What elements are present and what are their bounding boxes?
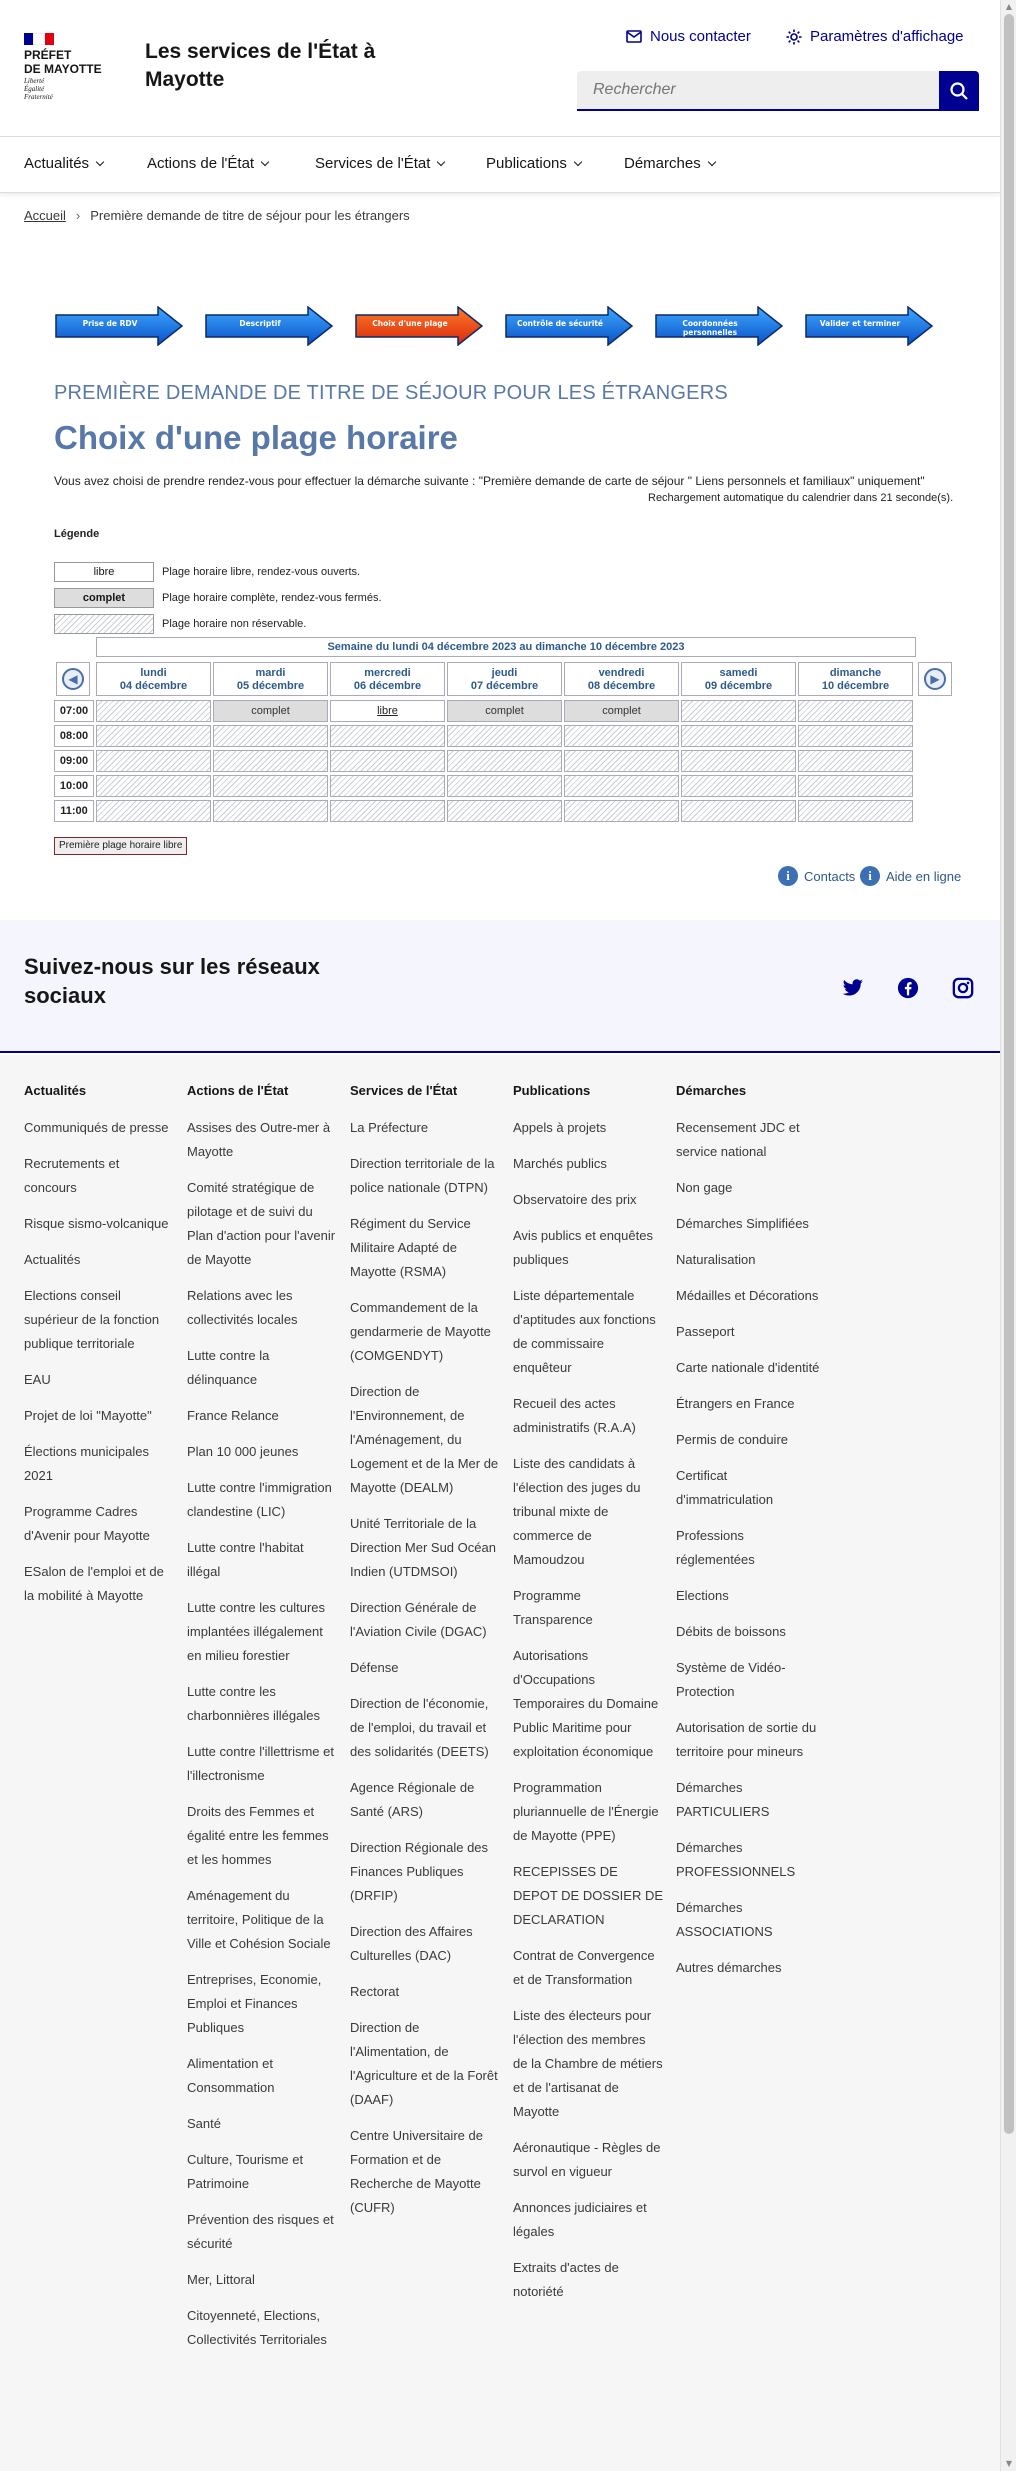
footer-link[interactable]: Communiqués de presse (24, 1120, 169, 1135)
slot-unavailable (798, 800, 913, 822)
slot-unavailable (96, 700, 211, 722)
nav-item-demarches[interactable] (624, 155, 715, 172)
footer-link[interactable]: Assises des Outre-mer à Mayotte (187, 1120, 331, 1159)
footer-link[interactable]: Direction de l'Environnement, de l'Aménagement, du Logement et de la Mer de Mayotte (DEALM) (350, 1384, 499, 1495)
nav-label: Actualités (24, 155, 90, 172)
footer-link[interactable]: Relations avec les collectivités locales (187, 1288, 298, 1327)
time-label: 07:00 (54, 700, 94, 722)
day-name: mercredi (364, 667, 411, 679)
social-section (0, 920, 1000, 1053)
slot-unavailable (564, 775, 679, 797)
legend-full-text: Plage horaire complète, rendez-vous fermés. (162, 592, 382, 604)
legend-title: Légende (54, 528, 100, 540)
devise-fraternite: Fraternité (24, 93, 53, 101)
facebook-link[interactable] (896, 976, 920, 1000)
footer-link[interactable]: Citoyenneté, Elections, Collectivités Territoriales (187, 2308, 327, 2347)
search-icon (949, 81, 969, 101)
footer-link[interactable]: Programme Transparence (513, 1588, 593, 1627)
page-title: Choix d'une plage horaire (54, 419, 458, 456)
footer-link[interactable]: Débits de boissons (676, 1624, 786, 1639)
footer-link[interactable]: Marchés publics (513, 1156, 607, 1171)
footer-column (513, 1083, 663, 2316)
footer-link[interactable]: Liste des électeurs pour l'élection des membres de la Chambre de métiers et de l'artisanat de Mayotte (513, 2008, 663, 2119)
footer-link[interactable]: Elections conseil supérieur de la fonction publique territoriale (24, 1288, 160, 1351)
nav-item-services[interactable] (315, 155, 444, 172)
nav-label: Actions de l'État (147, 155, 255, 172)
legend-na-text: Plage horaire non réservable. (162, 618, 307, 630)
footer-link[interactable]: Contrat de Convergence et de Transformation (513, 1948, 655, 1987)
footer-link[interactable]: Programme Cadres d'Avenir pour Mayotte (24, 1504, 150, 1543)
first-free-slot-button[interactable]: Première plage horaire libre (54, 837, 187, 855)
slot-unavailable (681, 725, 796, 747)
arrow-left-icon: ◀ (62, 668, 84, 690)
step-label: Coordonnées personnelles (682, 319, 738, 337)
slot-unavailable (681, 775, 796, 797)
day-date: 08 décembre (587, 680, 656, 692)
scroll-down-arrow-icon[interactable]: ▼ (1005, 2459, 1013, 2468)
footer-link[interactable]: Droits des Femmes et égalité entre les femmes et les hommes (187, 1804, 329, 1867)
footer-link[interactable]: Direction de l'Alimentation, de l'Agriculture et de la Forêt (DAAF) (350, 2020, 498, 2107)
footer-link[interactable]: Elections (676, 1588, 729, 1603)
nav-item-actions[interactable] (147, 155, 268, 172)
footer-link[interactable]: Non gage (676, 1180, 733, 1195)
footer-link[interactable]: Certificat d'immatriculation (676, 1468, 774, 1507)
search-input[interactable] (577, 71, 939, 111)
slot-unavailable (213, 750, 328, 772)
footer-link[interactable]: Lutte contre l'illettrisme et l'illectronisme (187, 1744, 334, 1783)
vertical-scrollbar[interactable] (1000, 0, 1016, 2471)
footer-link[interactable]: Centre Universitaire de Formation et de Recherche de Mayotte (CUFR) (350, 2128, 483, 2215)
footer-link[interactable]: Défense (350, 1660, 399, 1675)
contacts-label: Contacts (804, 868, 856, 884)
footer-link[interactable]: Entreprises, Economie, Emploi et Finances Publiques (187, 1972, 322, 2035)
contact-label: Nous contacter (650, 28, 751, 45)
footer-link[interactable]: France Relance (187, 1408, 279, 1423)
footer-link[interactable]: Aéronautique - Règles de survol en vigueur (513, 2140, 661, 2179)
day-name: dimanche (829, 667, 882, 679)
footer-link[interactable]: Projet de loi "Mayotte" (24, 1408, 152, 1423)
footer-link[interactable]: Culture, Tourisme et Patrimoine (187, 2152, 304, 2191)
breadcrumb-home[interactable]: Accueil (24, 208, 66, 223)
slot-unavailable (798, 750, 913, 772)
day-date: 09 décembre (704, 680, 773, 692)
slot-unavailable (447, 750, 562, 772)
footer-link[interactable]: Appels à projets (513, 1120, 607, 1135)
footer-link[interactable]: Prévention des risques et sécurité (187, 2212, 334, 2251)
slot-unavailable (330, 800, 445, 822)
footer-column (676, 1083, 826, 1992)
site-header (0, 0, 1000, 137)
footer-link[interactable]: EAU (24, 1372, 51, 1387)
logo-line-2: DE MAYOTTE (24, 62, 102, 76)
facebook-icon (897, 977, 919, 999)
day-header-jeudi (447, 662, 562, 696)
footer-heading[interactable]: Actions de l'État (187, 1083, 289, 1098)
footer-link[interactable]: Recensement JDC et service national (676, 1120, 800, 1159)
legend-full (54, 588, 554, 608)
time-label: 09:00 (54, 750, 94, 772)
day-header-dimanche (798, 662, 913, 696)
footer-link[interactable]: Unité Territoriale de la Direction Mer Sud Océan Indien (UTDMSOI) (350, 1516, 496, 1579)
slot-unavailable (330, 725, 445, 747)
legend-free-box: libre (54, 562, 154, 582)
online-help-link[interactable] (860, 866, 961, 886)
day-header-mercredi (330, 662, 445, 696)
slot-unavailable (213, 775, 328, 797)
footer-link[interactable]: Direction territoriale de la police nationale (DTPN) (350, 1156, 495, 1195)
day-header-mardi (213, 662, 328, 696)
footer-link[interactable]: Direction de l'économie, de l'emploi, du travail et des solidarités (DEETS) (350, 1696, 489, 1759)
step-label: Valider et terminer (819, 319, 901, 328)
footer-link[interactable]: Démarches Simplifiées (676, 1216, 809, 1231)
breadcrumb (24, 208, 410, 223)
chevron-right-icon: › (75, 208, 81, 223)
step-label: Descriptif (239, 319, 281, 328)
footer-link[interactable]: Actualités (24, 1252, 81, 1267)
footer-link[interactable]: Commandement de la gendarmerie de Mayotte (COMGENDYT) (350, 1300, 491, 1363)
slot-unavailable (330, 750, 445, 772)
marianne-flag-icon (24, 33, 54, 45)
online-help-label: Aide en ligne (886, 868, 962, 884)
footer-column (350, 1083, 500, 2232)
scroll-up-arrow-icon[interactable]: ▲ (1005, 2, 1013, 11)
footer-link[interactable]: Autres démarches (676, 1960, 782, 1975)
slot-unavailable (798, 700, 913, 722)
day-date: 10 décembre (821, 680, 890, 692)
footer-link[interactable]: Permis de conduire (676, 1432, 788, 1447)
footer-link[interactable]: Démarches PROFESSIONNELS (676, 1840, 796, 1879)
main-nav (0, 137, 1000, 193)
progress-steps (54, 306, 934, 348)
footer-link[interactable]: Autorisation de sortie du territoire pour mineurs (676, 1720, 817, 1759)
slot-unavailable (447, 725, 562, 747)
footer-link[interactable]: Lutte contre la délinquance (187, 1348, 270, 1387)
slot-unavailable (681, 700, 796, 722)
slot-libre[interactable]: libre (330, 700, 445, 722)
search-button[interactable] (939, 71, 979, 111)
footer-link[interactable]: Autorisations d'Occupations Temporaires du Domaine Public Maritime pour exploitation économique (513, 1648, 659, 1759)
footer-link[interactable]: Mer, Littoral (187, 2272, 255, 2287)
footer-link[interactable]: Démarches ASSOCIATIONS (676, 1900, 773, 1939)
previous-week-button[interactable] (56, 662, 90, 696)
footer-link[interactable]: Direction Régionale des Finances Publiques (DRFIP) (350, 1840, 489, 1903)
footer-link[interactable]: Médailles et Décorations (676, 1288, 819, 1303)
chevron-down-icon (96, 157, 104, 165)
chevron-down-icon (437, 157, 445, 165)
display-settings-button[interactable] (786, 28, 964, 45)
social-title: Suivez-nous sur les réseaux sociaux (24, 954, 320, 1008)
nav-label: Démarches (624, 155, 701, 172)
slot-unavailable (447, 775, 562, 797)
prefet-logo[interactable] (24, 48, 102, 76)
footer-column (24, 1083, 174, 1620)
footer-link[interactable]: Démarches PARTICULIERS (676, 1780, 770, 1819)
footer-link[interactable]: Aménagement du territoire, Politique de la Ville et Cohésion Sociale (187, 1888, 331, 1951)
slot-unavailable (213, 725, 328, 747)
footer-link[interactable]: Observatoire des prix (513, 1192, 637, 1207)
slot-unavailable (96, 800, 211, 822)
footer-link[interactable]: Annonces judiciaires et légales (513, 2200, 647, 2239)
legend-na (54, 614, 554, 634)
footer-link[interactable]: Régiment du Service Militaire Adapté de Mayotte (RSMA) (350, 1216, 471, 1279)
slot-complet: complet (447, 700, 562, 722)
mail-icon (626, 30, 642, 43)
day-name: mardi (255, 667, 286, 679)
breadcrumb-current: Première demande de titre de séjour pour les étrangers (90, 208, 410, 223)
slot-unavailable (213, 800, 328, 822)
day-name: lundi (140, 667, 167, 679)
day-header-samedi (681, 662, 796, 696)
week-label: Semaine du lundi 04 décembre 2023 au dimanche 10 décembre 2023 (96, 637, 916, 657)
footer-link[interactable]: Naturalisation (676, 1252, 756, 1267)
nav-label: Services de l'État (315, 155, 431, 172)
slot-unavailable (96, 725, 211, 747)
procedure-title: PREMIÈRE DEMANDE DE TITRE DE SÉJOUR POUR LES ÉTRANGERS (54, 382, 728, 404)
footer-link[interactable]: Élections municipales 2021 (24, 1444, 150, 1483)
time-label: 08:00 (54, 725, 94, 747)
day-date: 07 décembre (470, 680, 539, 692)
footer-link[interactable]: Direction des Affaires Culturelles (DAC) (350, 1924, 473, 1963)
step-2 (204, 306, 334, 346)
nav-item-publications[interactable] (486, 155, 581, 172)
arrow-right-icon: ▶ (924, 668, 946, 690)
footer-link[interactable]: Étrangers en France (676, 1396, 795, 1411)
footer-link[interactable]: Extraits d'actes de notoriété (513, 2260, 619, 2299)
chevron-down-icon (707, 157, 715, 165)
footer-link[interactable]: Agence Régionale de Santé (ARS) (350, 1780, 475, 1819)
footer-link[interactable]: Avis publics et enquêtes publiques (513, 1228, 653, 1267)
instagram-icon (952, 977, 974, 999)
day-header-lundi (96, 662, 211, 696)
slot-unavailable (564, 750, 679, 772)
contact-link[interactable] (626, 28, 751, 45)
day-name: vendredi (598, 667, 645, 679)
contacts-link[interactable] (778, 866, 855, 886)
site-footer (0, 1055, 1000, 2471)
step-label: Prise de RDV (82, 319, 138, 328)
footer-link[interactable]: Liste départementale d'aptitudes aux fonctions de commissaire enquêteur (513, 1288, 656, 1375)
nav-label: Publications (486, 155, 567, 172)
legend-free-text: Plage horaire libre, rendez-vous ouverts. (162, 566, 361, 578)
slot-unavailable (447, 800, 562, 822)
day-date: 04 décembre (119, 680, 188, 692)
site-title[interactable]: Les services de l'État à Mayotte (145, 40, 376, 91)
step-1 (54, 306, 184, 346)
chevron-down-icon (261, 157, 269, 165)
footer-heading[interactable]: Démarches (676, 1083, 747, 1098)
footer-link[interactable]: Passeport (676, 1324, 735, 1339)
chevron-down-icon (574, 157, 582, 165)
slot-complet: complet (213, 700, 328, 722)
footer-link[interactable]: Rectorat (350, 1984, 400, 1999)
search-bar (577, 71, 979, 111)
legend-full-box: complet (54, 588, 154, 608)
slot-complet: complet (564, 700, 679, 722)
devise-liberte: Liberté (24, 77, 45, 85)
devise (24, 77, 53, 101)
scrollbar-thumb[interactable] (1004, 14, 1014, 2134)
next-week-button[interactable] (918, 662, 952, 696)
sun-icon (786, 29, 802, 45)
step-label: Choix d'une plage (372, 319, 448, 328)
footer-link[interactable]: Programmation pluriannuelle de l'Énergie de Mayotte (PPE) (513, 1780, 659, 1843)
footer-link[interactable]: Recueil des actes administratifs (R.A.A) (513, 1396, 636, 1435)
info-icon: i (860, 866, 880, 886)
slot-unavailable (681, 800, 796, 822)
slot-unavailable (564, 800, 679, 822)
footer-link[interactable]: Lutte contre les cultures implantées illégalement en milieu forestier (187, 1600, 326, 1663)
footer-link[interactable]: Lutte contre les charbonnières illégales (187, 1684, 320, 1723)
footer-link[interactable]: Carte nationale d'identité (676, 1360, 820, 1375)
day-date: 06 décembre (353, 680, 422, 692)
footer-column (187, 1083, 337, 2364)
footer-heading[interactable]: Actualités (24, 1083, 87, 1098)
footer-link[interactable]: Professions réglementées (676, 1528, 755, 1567)
footer-link[interactable]: Système de Vidéo-Protection (676, 1660, 786, 1699)
footer-link[interactable]: Risque sismo-volcanique (24, 1216, 169, 1231)
twitter-link[interactable] (841, 976, 865, 1000)
display-settings-label: Paramètres d'affichage (810, 28, 964, 45)
slot-unavailable (681, 750, 796, 772)
footer-link[interactable]: Santé (187, 2116, 221, 2131)
step-label: Contrôle de sécurité (516, 319, 604, 328)
footer-heading[interactable]: Services de l'État (350, 1083, 458, 1098)
step-5 (654, 306, 784, 346)
footer-link[interactable]: Liste des candidats à l'élection des juges du tribunal mixte de commerce de Mamoudzou (513, 1456, 641, 1567)
nav-item-actualites[interactable] (24, 155, 103, 172)
footer-heading[interactable]: Publications (513, 1083, 591, 1098)
footer-link[interactable]: Direction Générale de l'Aviation Civile (DGAC) (350, 1600, 487, 1639)
twitter-icon (842, 979, 864, 997)
footer-link[interactable]: Plan 10 000 jeunes (187, 1444, 299, 1459)
devise-egalite: Égalité (24, 85, 45, 93)
slot-unavailable (96, 775, 211, 797)
footer-link[interactable]: Lutte contre l'immigration clandestine (LIC) (187, 1480, 332, 1519)
day-name: jeudi (491, 667, 518, 679)
slot-unavailable (564, 725, 679, 747)
day-header-vendredi (564, 662, 679, 696)
step-3 (354, 306, 484, 346)
procedure-description: Vous avez choisi de prendre rendez-vous pour effectuer la démarche suivante : "Première demande de carte de séjour " Liens personnels et familiaux" uniquement" (54, 474, 925, 488)
instagram-link[interactable] (951, 976, 975, 1000)
footer-link[interactable]: RECEPISSES DE DEPOT DE DOSSIER DE DECLARATION (513, 1864, 664, 1927)
footer-link[interactable]: Alimentation et Consommation (187, 2056, 275, 2095)
step-6 (804, 306, 934, 346)
legend-na-box (54, 614, 154, 634)
info-icon: i (778, 866, 798, 886)
slot-unavailable (330, 775, 445, 797)
footer-link[interactable]: Lutte contre l'habitat illégal (187, 1540, 304, 1579)
step-4 (504, 306, 634, 346)
footer-link[interactable]: ESalon de l'emploi et de la mobilité à Mayotte (24, 1564, 164, 1603)
slot-unavailable (96, 750, 211, 772)
slot-unavailable (798, 725, 913, 747)
slot-unavailable (798, 775, 913, 797)
day-name: samedi (719, 667, 758, 679)
legend-free (54, 562, 554, 582)
reload-countdown: Rechargement automatique du calendrier dans 21 seconde(s). (648, 492, 954, 504)
logo-line-1: PRÉFET (24, 48, 72, 62)
time-label: 10:00 (54, 775, 94, 797)
day-date: 05 décembre (236, 680, 305, 692)
time-label: 11:00 (54, 800, 94, 822)
footer-link[interactable]: La Préfecture (350, 1120, 429, 1135)
footer-link[interactable]: Recrutements et concours (24, 1156, 120, 1195)
footer-link[interactable]: Comité stratégique de pilotage et de suivi du Plan d'action pour l'avenir de Mayotte (187, 1180, 336, 1267)
